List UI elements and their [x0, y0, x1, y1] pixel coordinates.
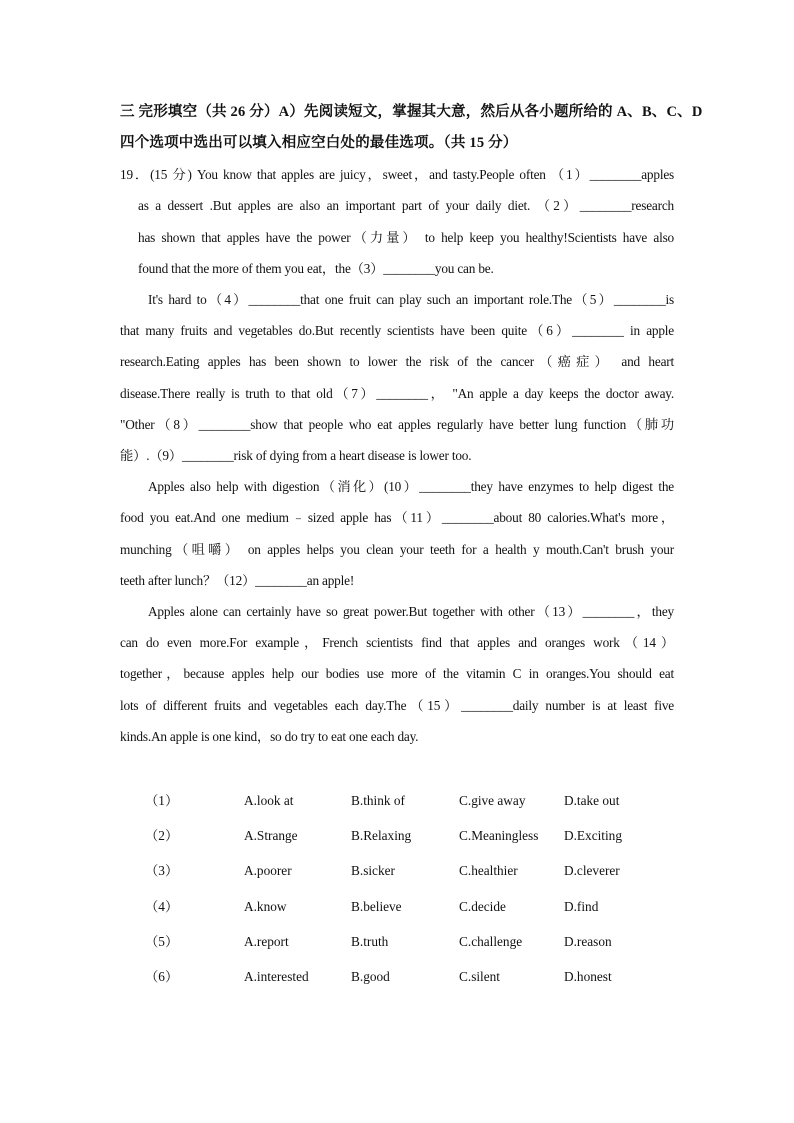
option-d: D.Exciting [564, 828, 622, 843]
passage-line: disease.There really is truth to that old（7）________， "An apple a day keeps the doctor away. [120, 386, 674, 401]
passage-line: as a dessert .But apples are also an important part of your daily diet. （2）________research [138, 198, 674, 213]
passage-line: food you eat.And one medium﹣sized apple has（11）________about 80 calories.What's more， [120, 510, 674, 525]
option-number: （6） [145, 969, 179, 984]
passage-line: 19．(15 分) You know that apples are juicy，sweet，and tasty.People often （1）________apples [120, 167, 674, 182]
option-c: C.healthier [459, 863, 518, 878]
option-d: D.find [564, 899, 599, 914]
option-number: （2） [145, 828, 179, 843]
passage-line: can do even more.For example，French scientists find that apples and oranges work（14） [120, 635, 674, 650]
heading-line: 三 完形填空（共 26 分）A）先阅读短文，掌握其大意，然后从各小题所给的 A、B、C、D [120, 104, 703, 120]
option-b: B.think of [351, 793, 405, 808]
option-c: C.decide [459, 899, 506, 914]
passage-line: kinds.An apple is one kind，so do try to eat one each day. [120, 729, 419, 744]
option-d: D.honest [564, 969, 612, 984]
option-a: A.poorer [244, 863, 292, 878]
option-a: A.interested [244, 969, 309, 984]
option-b: B.truth [351, 934, 389, 949]
option-b: B.believe [351, 899, 402, 914]
option-a: A.know [244, 899, 287, 914]
option-number: （4） [145, 899, 179, 914]
option-b: B.Relaxing [351, 828, 412, 843]
passage-line: lots of different fruits and vegetables each day.The（15）________daily number is at least five [120, 698, 674, 713]
option-b: B.good [351, 969, 390, 984]
passage-line: found that the more of them you eat，the（3）________you can be. [138, 261, 494, 276]
passage-line: research.Eating apples has been shown to lower the risk of the cancer（癌症） and heart [120, 354, 674, 369]
passage-line: teeth after lunch？（12）________an apple! [120, 573, 355, 588]
option-d: D.cleverer [564, 863, 620, 878]
passage-line: 能）.（9）________risk of dying from a heart disease is lower too. [120, 448, 472, 463]
passage-line: Apples alone can certainly have so great power.But together with other（13）________，they [148, 604, 674, 619]
option-d: D.reason [564, 934, 612, 949]
passage-line: It's hard to（4）________that one fruit can play such an important role.The（5）________is [148, 292, 674, 307]
option-number: （5） [145, 934, 179, 949]
option-c: C.challenge [459, 934, 523, 949]
option-c: C.give away [459, 793, 526, 808]
passage-line: that many fruits and vegetables do.But recently scientists have been quite（6）________ in apple [120, 323, 674, 338]
passage-line: Apples also help with digestion（消化）(10）________they have enzymes to help digest the [148, 479, 674, 494]
option-d: D.take out [564, 793, 620, 808]
option-b: B.sicker [351, 863, 395, 878]
passage-line: "Other（8）________show that people who eat apples regularly have better lung function（肺功 [120, 417, 674, 432]
heading-line: 四个选项中选出可以填入相应空白处的最佳选项。（共 15 分） [120, 135, 518, 151]
passage-line: has shown that apples have the power（力量） to help keep you healthy!Scientists have also [138, 230, 674, 245]
option-a: A.look at [244, 793, 294, 808]
option-c: C.Meaningless [459, 828, 539, 843]
option-a: A.report [244, 934, 289, 949]
passage-line: together，because apples help our bodies use more of the vitamin C in oranges.You should eat [120, 666, 674, 681]
option-number: （1） [145, 793, 179, 808]
option-c: C.silent [459, 969, 501, 984]
option-number: （3） [145, 863, 179, 878]
option-a: A.Strange [244, 828, 298, 843]
passage-line: munching（咀嚼） on apples helps you clean your teeth for a health y mouth.Can't brush your [120, 542, 674, 557]
